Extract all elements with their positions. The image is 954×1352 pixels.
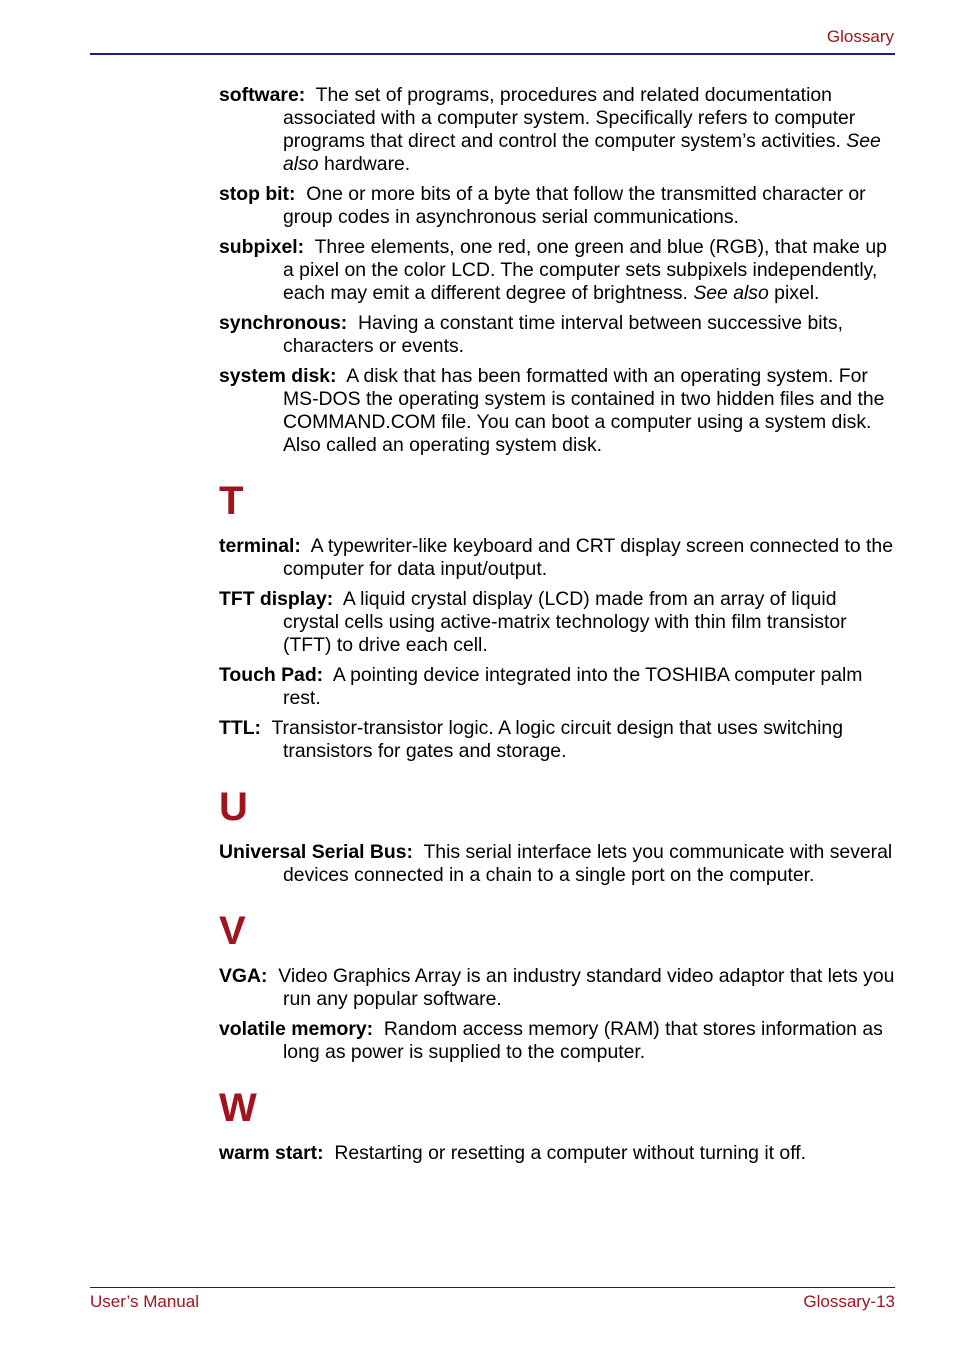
glossary-entry-touch-pad <box>219 664 895 710</box>
glossary-entry-system-disk <box>219 365 895 457</box>
glossary-entry-software <box>219 84 895 176</box>
glossary-entry-tft-display <box>219 588 895 657</box>
glossary-entry-volatile-memory <box>219 1018 895 1064</box>
glossary-definition: Having a constant time interval between successive bits, characters or events. <box>283 312 844 357</box>
header-rule <box>90 53 895 55</box>
glossary-term: subpixel: <box>219 236 305 258</box>
glossary-term: terminal: <box>219 535 301 557</box>
see-also-label: See also <box>283 130 881 175</box>
glossary-entry-stop-bit <box>219 183 895 229</box>
footer-page-number: Glossary-13 <box>803 1292 895 1311</box>
glossary-entry-warm-start <box>219 1142 895 1165</box>
section-heading-v: V <box>219 909 246 953</box>
glossary-definition: Transistor-transistor logic. A logic circuit design that uses switching transistors for gates and storage. <box>271 717 843 762</box>
glossary-definition: Video Graphics Array is an industry standard video adaptor that lets you run any popular software. <box>278 965 895 1010</box>
glossary-term: Touch Pad: <box>219 664 324 686</box>
glossary-definition: The set of programs, procedures and related documentation associated with a computer system. Specifically refers to computer programs that direct and control the computer system’s activities. <box>283 84 856 152</box>
glossary-term: TFT display: <box>219 588 334 610</box>
glossary-definition: A pointing device integrated into the TOSHIBA computer palm rest. <box>283 664 863 709</box>
glossary-term: volatile memory: <box>219 1018 374 1040</box>
glossary-definition: Random access memory (RAM) that stores information as long as power is supplied to the computer. <box>283 1018 883 1063</box>
glossary-term: stop bit: <box>219 183 296 205</box>
glossary-cross-reference: hardware. <box>318 153 411 175</box>
glossary-term: VGA: <box>219 965 268 987</box>
glossary-term: Universal Serial Bus: <box>219 841 413 863</box>
glossary-cross-reference: pixel. <box>768 282 820 304</box>
glossary-definition: Restarting or resetting a computer without turning it off. <box>334 1142 807 1164</box>
section-heading-t: T <box>219 479 244 523</box>
glossary-entry-ttl <box>219 717 895 763</box>
glossary-entry-terminal <box>219 535 895 581</box>
glossary-entry-vga <box>219 965 895 1011</box>
glossary-definition: This serial interface lets you communicate with several devices connected in a chain to a single port on the computer. <box>283 841 893 886</box>
see-also-label: See also <box>693 282 769 304</box>
glossary-definition: A disk that has been formatted with an operating system. For MS-DOS the operating system is contained in two hidden files and the COMMAND.COM file. You can boot a computer using a system disk. Also called an operating system disk. <box>283 365 885 456</box>
glossary-term: warm start: <box>219 1142 324 1164</box>
glossary-definition: Three elements, one red, one green and blue (RGB), that make up a pixel on the color LCD. The computer sets subpixels independently, each may emit a different degree of brightness. <box>283 236 887 304</box>
footer-manual-title: User’s Manual <box>90 1292 199 1311</box>
running-header-section: Glossary <box>826 27 894 46</box>
glossary-term: synchronous: <box>219 312 348 334</box>
footer-rule <box>90 1287 895 1288</box>
glossary-definition: A liquid crystal display (LCD) made from an array of liquid crystal cells using active-matrix technology with thin film transistor (TFT) to drive each cell. <box>283 588 847 656</box>
glossary-entry-universal-serial-bus <box>219 841 895 887</box>
section-heading-w: W <box>219 1086 257 1130</box>
glossary-term: software: <box>219 84 306 106</box>
glossary-entry-subpixel <box>219 236 895 305</box>
glossary-term: system disk: <box>219 365 337 387</box>
glossary-definition: One or more bits of a byte that follow the transmitted character or group codes in asynchronous serial communications. <box>283 183 866 228</box>
section-heading-u: U <box>219 785 248 829</box>
glossary-content <box>219 84 895 1172</box>
glossary-term: TTL: <box>219 717 261 739</box>
glossary-definition: A typewriter-like keyboard and CRT display screen connected to the computer for data input/output. <box>283 535 893 580</box>
glossary-entry-synchronous <box>219 312 895 358</box>
